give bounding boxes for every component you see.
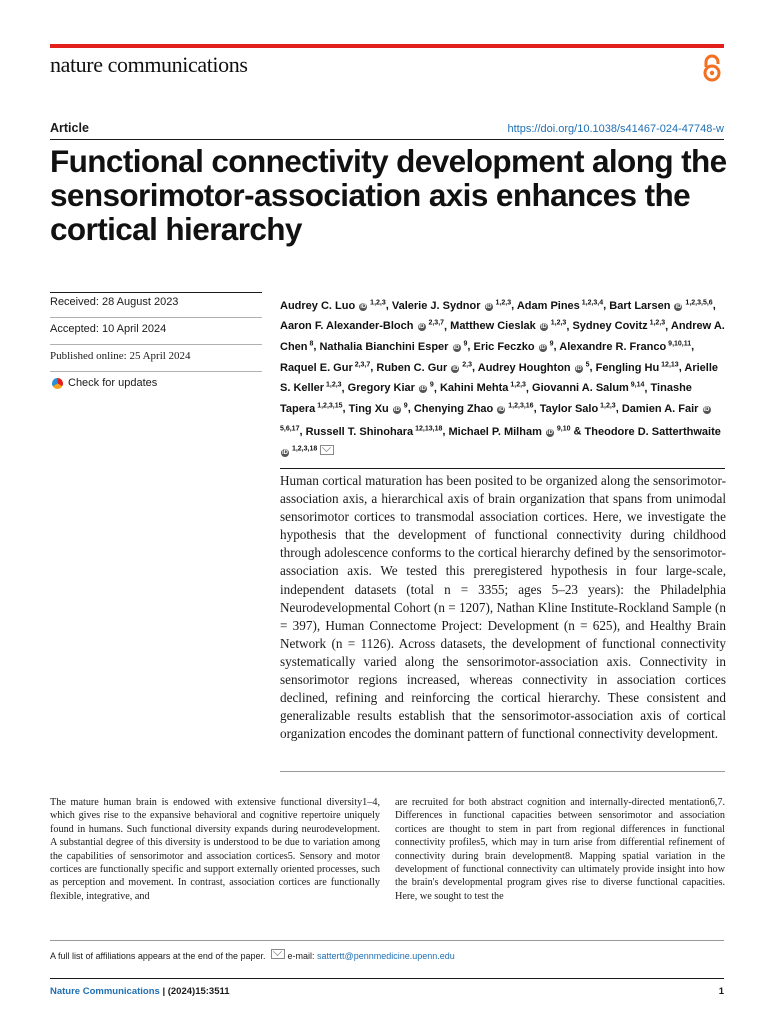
orcid-icon[interactable]: iD: [540, 324, 547, 331]
author-list: Audrey C. Luo iD $^{1,2,3}$, Valerie J. Sydnor iD $^{1,2,3}$, Adam Pines $^{1,2,3,4}$, Bart Larsen iD $^{1,2,3,5,6}$, Aaron F. Alexander-Bloch iD $^{2,3,7}$, Matthew Cieslak iD $^{1,2,3}$, Sydney Covitz $^{1,2,3}$, Andrew A. Chen $^8$, Nathalia Bianchini Esper iD $^9$, Eric Feczko iD $^9$, Alexandre R. Franco $^{9,10,11}$, Raquel E. Gur $^{2,3,7}$, Ruben C. Gur iD $^{2,3}$, Audrey Houghton iD $^5$, Fengling Hu $^{12,13}$, Arielle S. Keller $^{1,2,3}$, Gregory Kiar iD $^9$, Kahini Mehta $^{1,2,3}$, Giovanni A. Salum $^{9,14}$, Tinashe Tapera $^{1,2,3,15}$, Ting Xu iD $^9$, Chenying Zhao iD $^{1,2,3,16}$, Taylor Salo $^{1,2,3}$, Damien A. Fair iD $^{5,6,17}$, Russell T. Shinohara $^{12,13,18}$, Michael P. Milham iD $^{9,10}$ & Theodore D. Satterthwaite iD $^{1,2,3,18}$: [280, 299, 725, 457]
check-for-updates-label: Check for updates: [68, 377, 158, 389]
orcid-icon[interactable]: iD: [418, 324, 425, 331]
author-affiliation: 5: [583, 360, 590, 368]
orcid-icon[interactable]: iD: [575, 365, 582, 372]
author-name: Chenying Zhao: [413, 402, 494, 415]
corresponding-email-link[interactable]: sattertt@pennmedicine.upenn.edu: [317, 951, 455, 961]
page-number: 1: [718, 986, 724, 997]
author-affiliation: 1,2,3: [324, 381, 342, 389]
orcid-icon[interactable]: iD: [360, 303, 367, 310]
author-name: Kahini Mehta: [439, 382, 509, 395]
author-affiliation: 5,6,17: [280, 424, 300, 432]
author-affiliation: 2,3: [460, 360, 473, 368]
author-affiliation: 1,2,3: [548, 319, 567, 327]
author-affiliation: 1,2,3,4: [579, 299, 604, 306]
author[interactable]: [478, 362, 590, 374]
author[interactable]: [473, 341, 553, 353]
author-affiliation: 9,14: [628, 381, 645, 389]
author-name: Damien A. Fair: [621, 402, 699, 415]
author-name: Theodore D. Satterthwaite: [584, 425, 721, 438]
author-name: Audrey C. Luo: [280, 299, 356, 312]
author[interactable]: [540, 403, 616, 415]
author-name: Bart Larsen: [609, 299, 671, 312]
orcid-icon[interactable]: iD: [675, 303, 682, 310]
author-name: Gregory Kiar: [347, 382, 415, 395]
author-affiliation: 1,2,3: [598, 402, 616, 410]
orcid-icon[interactable]: iD: [419, 386, 426, 393]
author[interactable]: [559, 341, 691, 353]
author[interactable]: [596, 362, 679, 374]
author[interactable]: [280, 362, 370, 374]
author[interactable]: [517, 300, 603, 312]
footer-citation: [50, 986, 230, 997]
author[interactable]: [349, 403, 408, 415]
footer-citation-text: | (2024)15:3511: [162, 986, 230, 997]
author-name: Giovanni A. Salum: [532, 382, 629, 395]
received-date: Received: 28 August 2023: [50, 292, 262, 318]
footer-journal-link[interactable]: Nature Communications: [50, 986, 160, 997]
author-name: Taylor Salo: [539, 402, 599, 415]
author-name: Sydney Covitz: [572, 320, 648, 333]
orcid-icon[interactable]: iD: [703, 406, 710, 413]
author-name: Andrew A. Chen: [280, 320, 725, 353]
author-name: Matthew Cieslak: [450, 320, 536, 333]
header-divider: [50, 139, 724, 140]
author-affiliation: 1,2,3: [493, 299, 512, 306]
footnote-text: A full list of affiliations appears at the end of the paper.: [50, 951, 266, 961]
article-title: Functional connectivity development along the sensorimotor-association axis enhances the cortical hierarchy: [50, 143, 727, 247]
author[interactable]: [392, 300, 511, 312]
author-affiliation: 1,2,3,5,6: [683, 299, 713, 306]
accepted-date: Accepted: 10 April 2024: [50, 319, 262, 345]
author[interactable]: [609, 300, 712, 312]
author-name: Nathalia Bianchini Esper: [319, 340, 449, 353]
footnote-divider: [50, 940, 724, 941]
author-affiliation: 1,2,3,18: [290, 445, 318, 453]
author[interactable]: [414, 403, 534, 415]
author-affiliation: 8: [307, 340, 314, 348]
author-name: Alexandre R. Franco: [559, 340, 667, 353]
author-name: Russell T. Shinohara: [305, 425, 414, 438]
author-name: Raquel E. Gur: [280, 361, 353, 374]
journal-name: nature communications: [50, 52, 248, 77]
author[interactable]: [532, 382, 644, 394]
author-name: Michael P. Milham: [448, 425, 542, 438]
orcid-icon[interactable]: iD: [485, 303, 492, 310]
author-name: Ting Xu: [348, 402, 389, 415]
author-affiliation: 2,3,7: [426, 319, 445, 327]
author-affiliation: 12,13,18: [413, 424, 443, 432]
author[interactable]: [376, 362, 472, 374]
abstract: Human cortical maturation has been posited to be organized along the sensorimotor-association axis, a hierarchical axis of brain organization that spans from unimodal sensorimotor cortices to transmodal association cortices. Here, we investigate the hypothesis that the development of functional connectivity during childhood through adolescence conforms to the cortical hierarchy defined by the sensorimotor-association axis. We tested this preregistered hypothesis in four large-scale, independent datasets (total n = 3355; ages 5–23 years): the Philadelphia Neurodevelopmental Cohort (n = 1207), Nathan Kline Institute-Rockland Sample (n = 397), Human Connectome Project: Development (n = 625), and Healthy Brain Network (n = 1126). Across datasets, the development of functional connectivity systematically varied along the sensorimotor-association axis. Connectivity in sensorimotor regions increased, whereas connectivity in association cortices declined, refining and reinforcing the cortical hierarchy. These consistent and generalizable results establish that the sensorimotor-association axis of cortical organization encodes the dominant pattern of functional connectivity development.: [280, 473, 726, 742]
author[interactable]: [348, 382, 434, 394]
open-access-icon: [700, 54, 724, 84]
author-name: Adam Pines: [516, 299, 580, 312]
author-name: Eric Feczko: [473, 340, 535, 353]
author-affiliation: 9: [547, 340, 554, 348]
orcid-icon[interactable]: iD: [453, 344, 460, 351]
footnote: [50, 949, 455, 961]
author[interactable]: [306, 426, 443, 438]
body-column-left: The mature human brain is endowed with extensive functional diversity1–4, which gives rise to the expansive behavioral and cognitive repertoire uniquely found in humans. Such functional diversity expands during neurodevelopment. A substantial degree of this diversity is understood to be due to variation among the capabilities of sensorimotor and association cortices5. Sensory and motor cortices are functionally specific and support externally oriented processes, such as perception and movement. In contrast, association cortices are functionally flexible, integrative, and: [50, 797, 380, 902]
author-affiliation: 9,10: [554, 424, 571, 432]
orcid-icon[interactable]: iD: [539, 344, 546, 351]
abstract-bottom-divider: [280, 771, 725, 772]
orcid-icon[interactable]: iD: [546, 429, 553, 436]
author-affiliation: 1,2,3: [368, 299, 386, 306]
author-name: Fengling Hu: [595, 361, 660, 374]
author-name: Tinashe Tapera: [280, 382, 692, 415]
author-name: Ruben C. Gur: [376, 361, 448, 374]
published-date: Published online: 25 April 2024: [50, 346, 262, 372]
orcid-icon[interactable]: iD: [282, 450, 288, 457]
author-affiliation: 12,13: [659, 360, 679, 368]
author[interactable]: [449, 426, 571, 438]
author-name: Aaron F. Alexander-Bloch: [280, 320, 414, 333]
author[interactable]: [319, 341, 467, 353]
author-affiliation: 1,2,3,16: [506, 402, 534, 410]
footnote-email-label: e-mail:: [287, 951, 315, 961]
body-column-right: are recruited for both abstract cognition and internally-directed mentation6,7. Differences in functional capacities between sensorimotor and association cortices are thought to stem in part from regional differences in functional connectivity profiles5, which may in turn arise from differential refinement of connectivity during brain development8. Mapping spatial variation in the development of functional connectivity can ultimately provide insight into how the brain's developmental program gives rise to diverse functional capacities. Here, we sought to test the: [395, 797, 725, 902]
author-affiliation: 9: [461, 340, 468, 348]
abstract-divider: [280, 468, 725, 469]
author[interactable]: [280, 320, 444, 332]
author-affiliation: 9: [427, 381, 434, 389]
author-affiliation: 1,2,3: [647, 319, 666, 327]
author-affiliation: 9,10,11: [666, 340, 692, 348]
author[interactable]: [450, 320, 566, 332]
orcid-icon[interactable]: iD: [393, 406, 400, 413]
orcid-icon[interactable]: iD: [452, 365, 459, 372]
doi-link[interactable]: https://doi.org/10.1038/s41467-024-47748-w: [507, 123, 724, 135]
author-affiliation: 9: [401, 402, 408, 410]
footer-divider: [50, 978, 724, 979]
dates-panel: [50, 292, 262, 393]
envelope-icon: [271, 949, 285, 959]
orcid-icon[interactable]: iD: [498, 406, 505, 413]
journal-accent-bar: [50, 44, 724, 48]
author-name: Audrey Houghton: [477, 361, 571, 374]
author-name: Arielle S. Keller: [280, 361, 719, 395]
author-affiliation: 2,3,7: [352, 360, 371, 368]
author-affiliation: 1,2,3,15: [315, 402, 343, 410]
corresponding-author-icon[interactable]: [320, 445, 334, 455]
crossmark-icon: [52, 378, 63, 389]
author[interactable]: [280, 300, 386, 312]
author[interactable]: [572, 320, 665, 332]
author-name: Valerie J. Sydnor: [391, 299, 481, 312]
check-for-updates-button[interactable]: [50, 373, 262, 393]
author-affiliation: 1,2,3: [508, 381, 526, 389]
author[interactable]: [440, 382, 526, 394]
article-type-label: Article: [50, 121, 89, 135]
